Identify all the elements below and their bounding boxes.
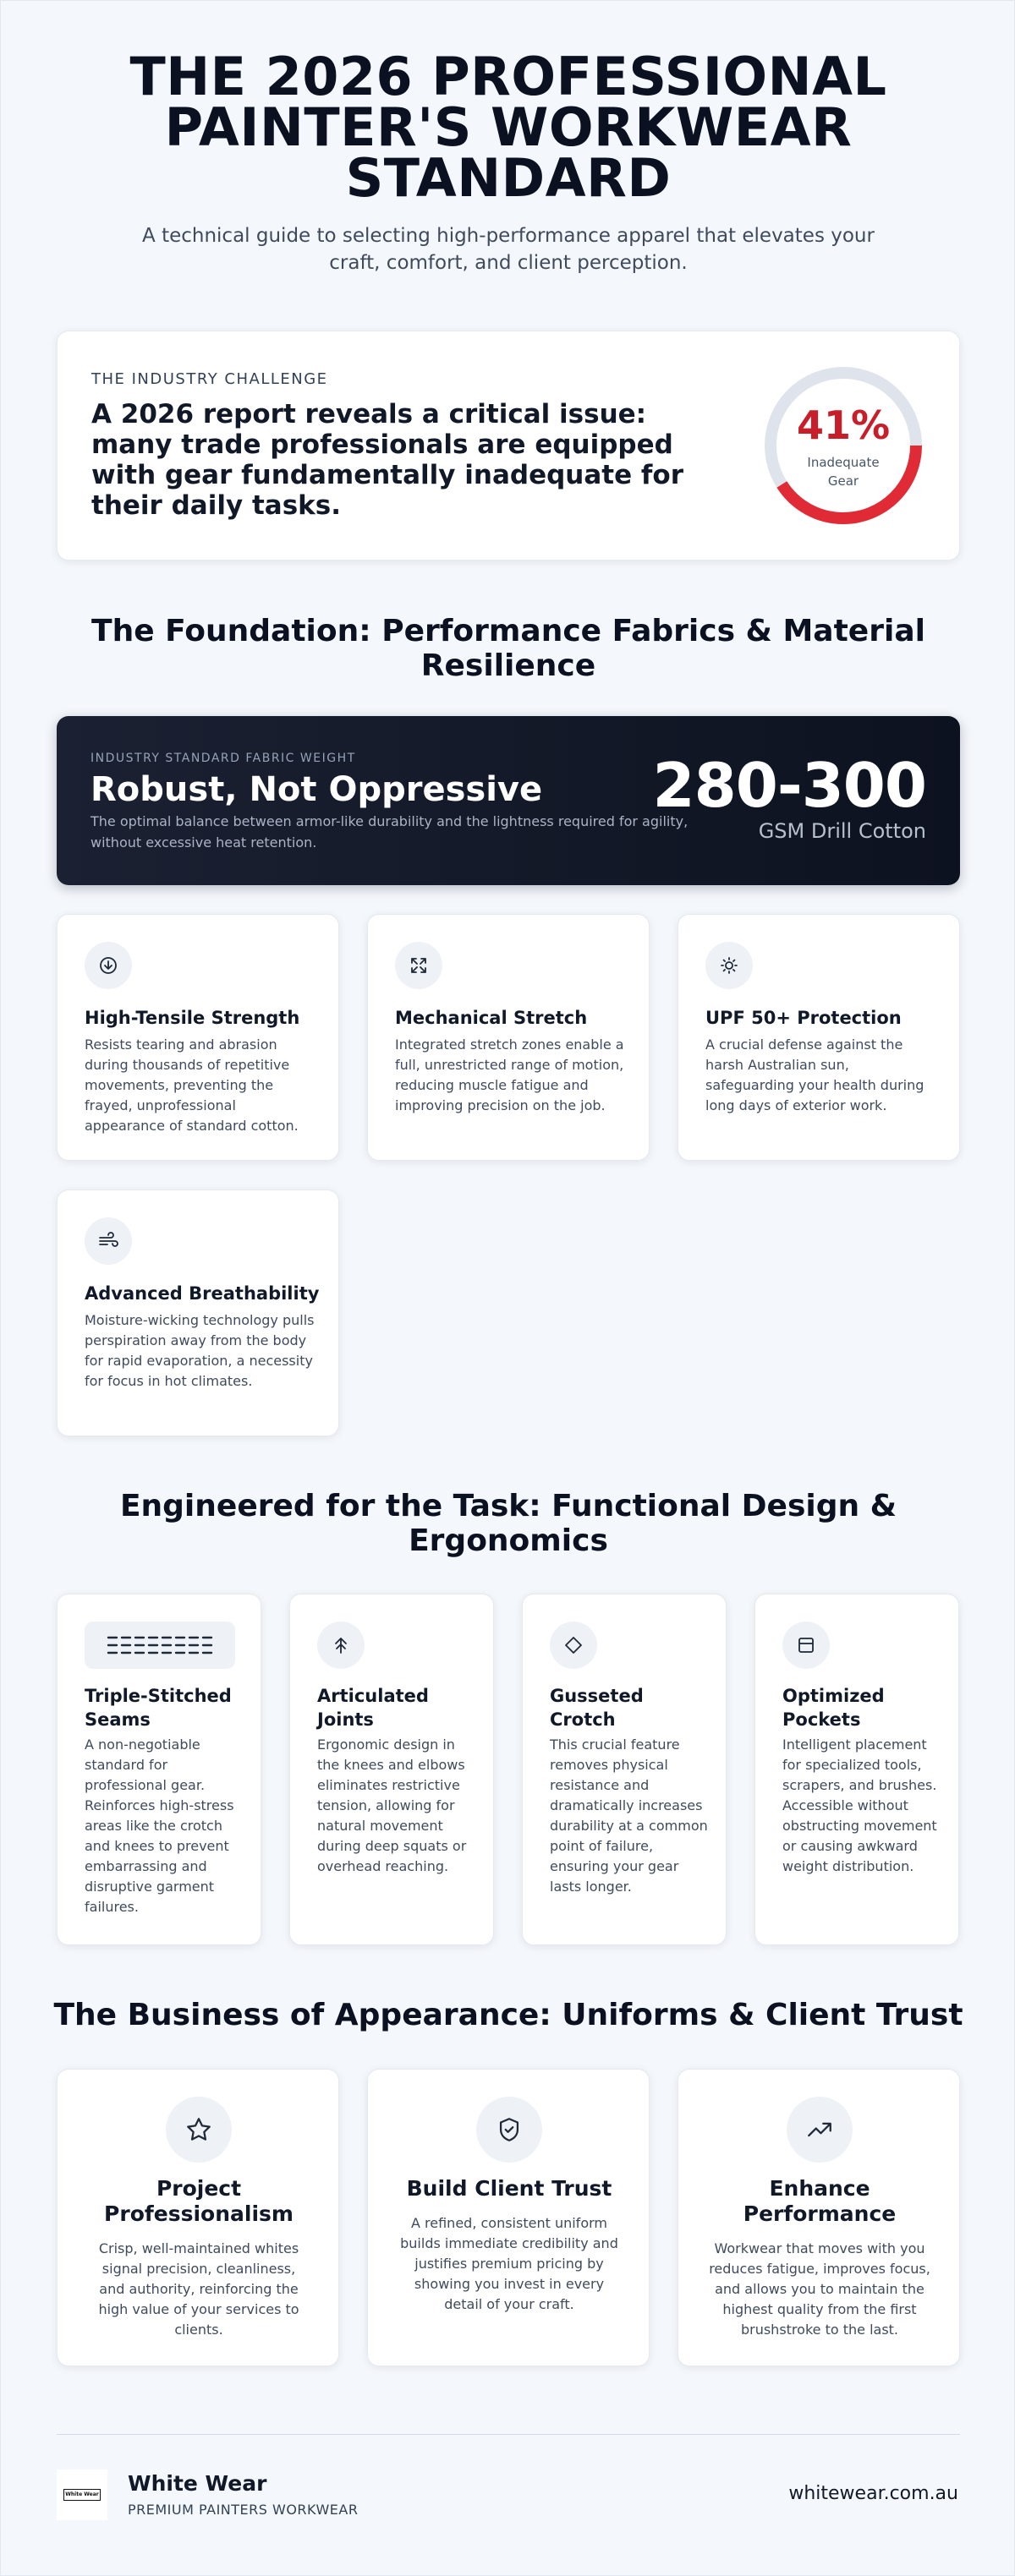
feature-card-high-tensile (57, 914, 339, 1161)
feature-card-mechanical-stretch (367, 914, 650, 1161)
industry-challenge-card (57, 331, 960, 561)
fabric-weight-unit: GSM Drill Cotton (758, 819, 926, 843)
feature-title: Advanced Breathability (85, 1283, 320, 1304)
page-subtitle: A technical guide to selecting high-performance apparel that elevates your craft, comfort, and client perception. (142, 225, 875, 274)
stat-caption: Inadequate Gear (807, 455, 880, 489)
design-text: This crucial feature removes physical resistance and dramatically increases durability at a common point of failure, ensuring your gear lasts longer. (550, 1736, 708, 1895)
design-title: Articulated Joints (317, 1686, 429, 1730)
arrow-down-circle-icon (85, 942, 132, 989)
design-card-triple-stitched (57, 1594, 261, 1945)
business-title: Enhance Performance (743, 2176, 897, 2226)
banner-description: The optimal balance between armor-like durability and the lightness required for agility, without excessive heat retention. (91, 813, 689, 850)
stat-value: 41% (796, 402, 891, 448)
design-title: Triple-Stitched Seams (85, 1686, 232, 1730)
fabric-weight-banner (57, 716, 960, 885)
trending-up-icon (787, 2097, 853, 2163)
expand-arrows-icon (395, 942, 442, 989)
brand-tagline: PREMIUM PAINTERS WORKWEAR (128, 2502, 359, 2518)
sun-icon (705, 942, 753, 989)
page-title: THE 2026 PROFESSIONAL PAINTER'S WORKWEAR STANDARD (129, 46, 887, 209)
brand-logo[interactable] (57, 2469, 107, 2520)
feature-card-upf-protection (678, 914, 960, 1161)
footer-divider (57, 2434, 960, 2435)
business-title: Build Client Trust (406, 2176, 612, 2201)
inadequate-gear-donut (763, 365, 924, 526)
feature-text: Integrated stretch zones enable a full, unrestricted range of motion, reducing muscle fatigue and improving precision on the job. (395, 1036, 624, 1113)
design-card-optimized-pockets (754, 1594, 959, 1945)
foundation-section-title: The Foundation: Performance Fabrics & Material Resilience (91, 614, 925, 683)
website-link[interactable]: whitewear.com.au (788, 2483, 958, 2504)
brand-name: White Wear (128, 2471, 267, 2496)
business-card-professionalism (57, 2069, 339, 2366)
business-card-performance (678, 2069, 960, 2366)
business-card-client-trust (367, 2069, 650, 2366)
diamond-icon (550, 1622, 597, 1669)
star-icon (166, 2097, 232, 2163)
banner-title: Robust, Not Oppressive (91, 770, 543, 809)
feature-title: High-Tensile Strength (85, 1008, 300, 1028)
business-text: Crisp, well-maintained whites signal precision, cleanliness, and authority, reinforcing the high value of your services to clients. (98, 2240, 299, 2338)
feature-title: Mechanical Stretch (395, 1008, 588, 1028)
feature-card-breathability (57, 1190, 339, 1436)
business-text: Workwear that moves with you reduces fatigue, improves focus, and allows you to maintain the highest quality from the first brushstroke to the last. (709, 2240, 930, 2338)
design-text: Intelligent placement for specialized tools, scrapers, and brushes. Accessible without obstructing movement or causing awkward weight distribution. (782, 1736, 937, 1874)
business-text: A refined, consistent uniform builds immediate credibility and justifies premium pricing by showing you invest in every detail of your craft. (400, 2215, 618, 2312)
feature-title: UPF 50+ Protection (705, 1008, 902, 1028)
feature-text: Moisture-wicking technology pulls perspiration away from the body for rapid evaporation, a necessity for focus in hot climates. (85, 1312, 315, 1389)
logo-mark: White Wear (63, 2489, 101, 2501)
design-title: Optimized Pockets (782, 1686, 885, 1730)
challenge-eyebrow: THE INDUSTRY CHALLENGE (91, 370, 328, 388)
challenge-headline: A 2026 report reveals a critical issue: many trade professionals are equipped with gear fundamentally inadequate for their daily tasks. (91, 399, 683, 521)
wind-icon (85, 1217, 132, 1265)
business-title: Project Professionalism (104, 2176, 294, 2226)
fabric-weight-value: 280-300 (652, 750, 926, 821)
hero-header (1, 46, 1015, 276)
design-text: A non-negotiable standard for professional gear. Reinforces high-stress areas like the crotch and knees to prevent embarrassing and disruptive garment failures. (85, 1736, 234, 1915)
shield-check-icon (476, 2097, 542, 2163)
design-title: Gusseted Crotch (550, 1686, 644, 1730)
banner-eyebrow: INDUSTRY STANDARD FABRIC WEIGHT (91, 752, 356, 765)
design-text: Ergonomic design in the knees and elbows eliminates restrictive tension, allowing for natural movement during deep squats or overhead reaching. (317, 1736, 467, 1874)
feature-text: A crucial defense against the harsh Australian sun, safeguarding your health during long days of exterior work. (705, 1036, 924, 1113)
arrow-up-joint-icon (317, 1622, 365, 1669)
stitching-icon (85, 1622, 235, 1669)
business-section-title: The Business of Appearance: Uniforms & Client Trust (53, 1998, 963, 2032)
design-card-articulated-joints (289, 1594, 494, 1945)
feature-text: Resists tearing and abrasion during thousands of repetitive movements, preventing the frayed, unprofessional appearance of standard cotton. (85, 1036, 299, 1134)
pocket-icon (782, 1622, 830, 1669)
design-card-gusseted-crotch (522, 1594, 727, 1945)
engineered-section-title: Engineered for the Task: Functional Design & Ergonomics (119, 1489, 897, 1558)
